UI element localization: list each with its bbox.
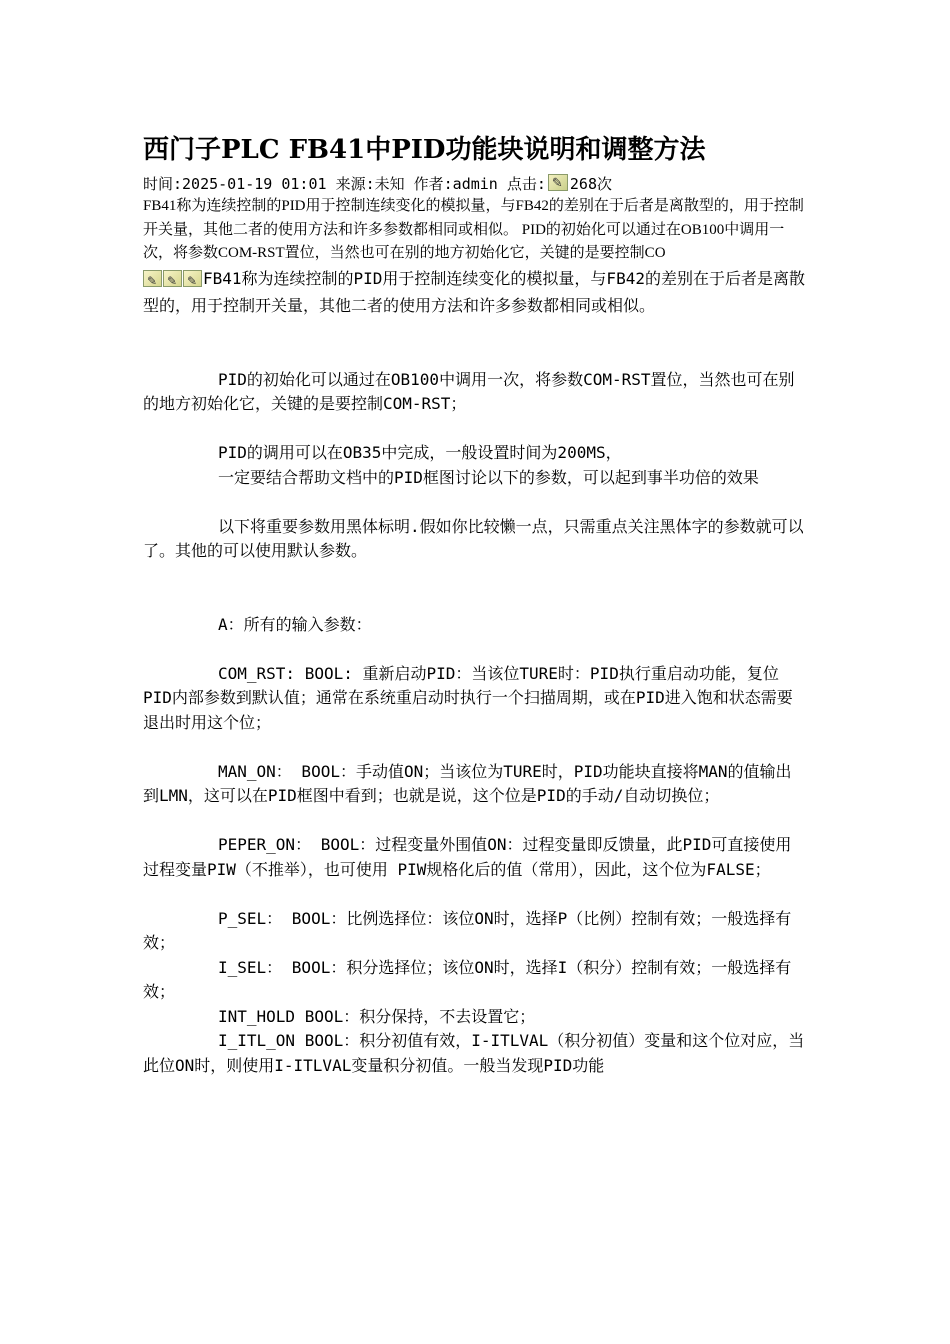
click-count: 268	[569, 175, 597, 193]
edit-icon	[548, 174, 568, 191]
edit-icon	[143, 270, 162, 287]
source-label: 来源:	[335, 175, 375, 193]
article-body	[143, 267, 807, 1079]
time-label: 时间:	[143, 175, 183, 193]
edit-icon	[183, 270, 202, 287]
section-heading: A：所有的输入参数：	[218, 614, 372, 634]
paragraph: MAN_ON： BOOL：手动值ON；当该位为TURE时，PID功能块直接将MAN的值输出到LMN，这可以在PID框图中看到；也就是说，这个位是PID的手动/自动切换位；	[143, 761, 792, 805]
paragraph-text: FB41称为连续控制的PID用于控制连续变化的模拟量，与FB42的差别在于后者是离散型的，用于控制开关量，其他二者的使用方法和许多参数都相同或相似。	[143, 268, 805, 315]
edit-icons-group	[143, 270, 203, 295]
clicks-unit: 次	[596, 175, 612, 193]
paragraph: INT_HOLD BOOL：积分保持，不去设置它；	[218, 1006, 536, 1026]
paragraph: PID的调用可以在OB35中完成，一般设置时间为200MS，	[218, 443, 622, 462]
paragraph: P_SEL： BOOL：比例选择位：该位ON时，选择P（比例）控制有效；一般选择有效；	[143, 908, 792, 952]
source-value: 未知	[374, 175, 405, 193]
article-title: 西门子PLC FB41中PID功能块说明和调整方法	[143, 135, 706, 165]
edit-icon	[163, 270, 182, 287]
clicks-label: 点击:	[506, 175, 546, 193]
article-meta	[143, 173, 807, 195]
author-value: admin	[452, 175, 498, 193]
paragraph: I_SEL： BOOL：积分选择位；该位ON时，选择I（积分）控制有效；一般选择有效；	[143, 957, 792, 1001]
paragraph	[143, 267, 807, 319]
paragraph: 以下将重要参数用黑体标明.假如你比较懒一点，只需重点关注黑体字的参数就可以了。其他的可以使用默认参数。	[143, 516, 804, 560]
author-label: 作者:	[413, 175, 453, 193]
paragraph: COM_RST: BOOL: 重新启动PID：当该位TURE时：PID执行重启动功能，复位PID内部参数到默认值；通常在系统重启动时执行一个扫描周期，或在PID进入饱和状态需要退出时用这个位；	[143, 663, 793, 732]
publish-time: 2025-01-19 01:01	[182, 175, 327, 193]
paragraph: 一定要结合帮助文档中的PID框图讨论以下的参数，可以起到事半功倍的效果	[218, 467, 759, 487]
paragraph: PID的初始化可以通过在OB100中调用一次，将参数COM-RST置位，当然也可在别的地方初始化它，关键的是要控制COM-RST；	[143, 369, 795, 413]
paragraph: PEPER_ON： BOOL：过程变量外围值ON：过程变量即反馈量，此PID可直接使用过程变量PIW（不推举），也可使用 PIW规格化后的值（常用），因此，这个位为FALSE；	[143, 835, 792, 879]
article-summary: FB41称为连续控制的PID用于控制连续变化的模拟量，与FB42的差别在于后者是离散型的，用于控制开关量，其他二者的使用方法和许多参数都相同或相似。 PID的初始化可以通过在OB100中调用一次，将参数COM-RST置位，当然也可在别的地方初始化它，关键的是要控制CO	[143, 198, 804, 261]
article	[143, 130, 807, 1078]
paragraph: I_ITL_ON BOOL：积分初值有效，I-ITLVAL（积分初值）变量和这个位对应，当此位ON时，则使用I-ITLVAL变量积分初值。一般当发现PID功能	[143, 1031, 805, 1075]
